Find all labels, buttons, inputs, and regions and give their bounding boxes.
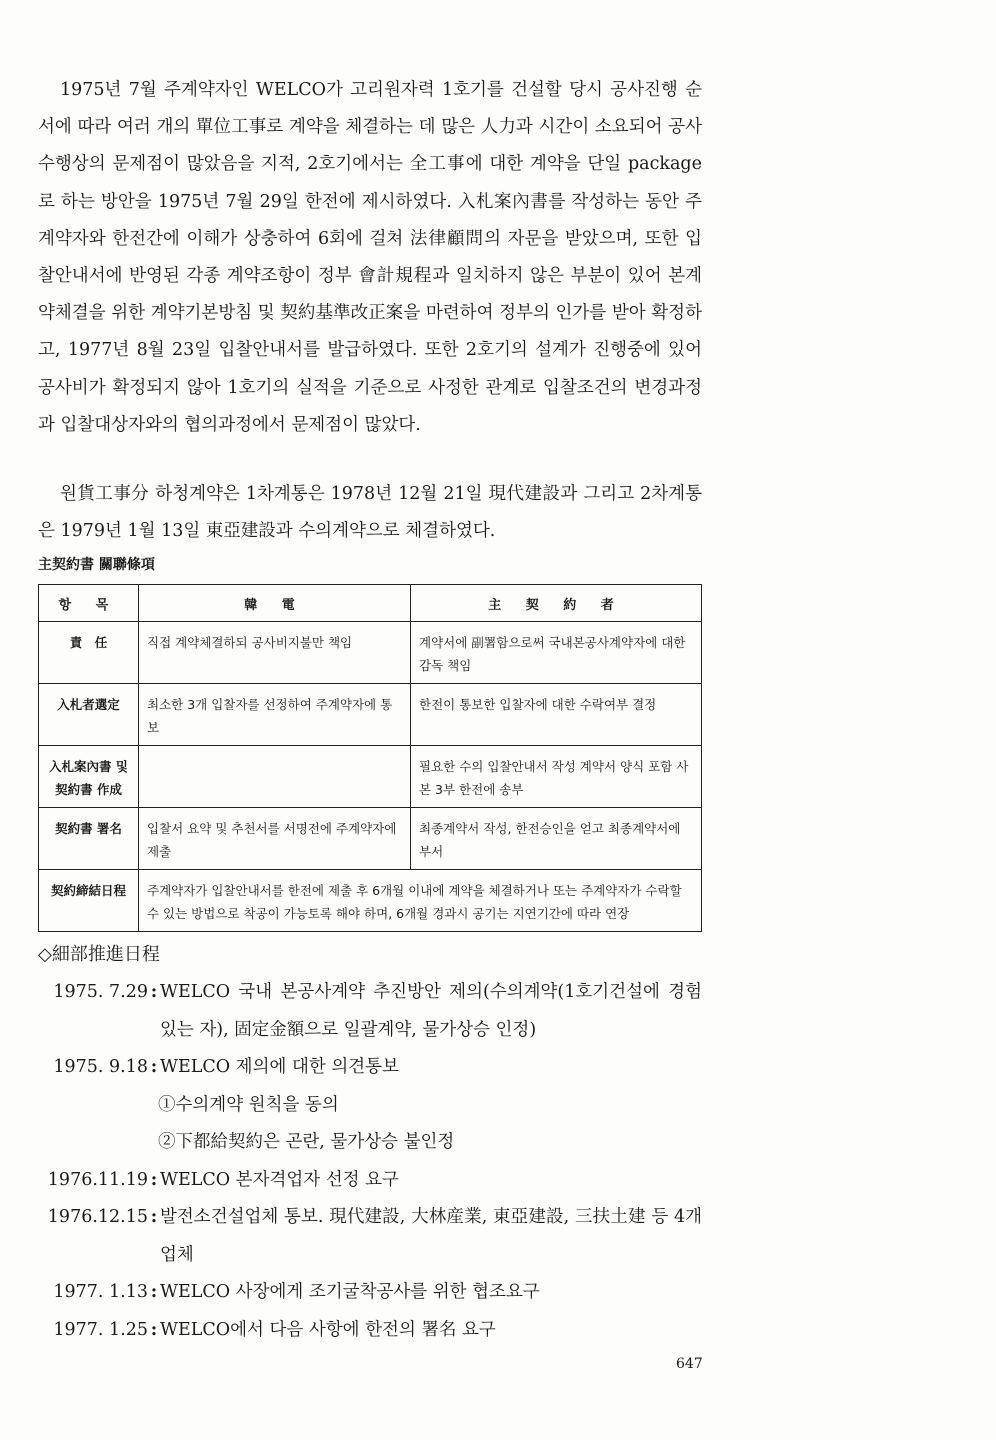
contractor-cell: 최종계약서 작성, 한전승인을 얻고 최종계약서에 부서 xyxy=(411,808,702,870)
schedule-item xyxy=(38,1162,702,1200)
schedule-subitem: ②下都給契約은 곤란, 물가상승 불인정 xyxy=(158,1132,455,1152)
colon: : xyxy=(150,982,158,1002)
schedule-text: WELCO 국내 본공사계약 추진방안 제의(수의계약(1호기건설에 경험있는 자), 固定金額으로 일괄계약, 물가상승 인정) xyxy=(160,982,702,1040)
row-label: 責 任 xyxy=(39,622,139,684)
schedule-list xyxy=(38,974,702,1349)
contractor-cell: 필요한 수의 입찰안내서 작성 계약서 양식 포함 사본 3부 한전에 송부 xyxy=(411,746,702,808)
schedule-text: WELCO 사장에게 조기굴착공사를 위한 협조요구 xyxy=(160,1282,540,1302)
schedule-date: 1977. 1.25 xyxy=(53,1319,148,1340)
row-label: 入札者選定 xyxy=(39,684,139,746)
schedule-text: WELCO에서 다음 사항에 한전의 署名 요구 xyxy=(160,1319,496,1340)
row-label: 契約締結日程 xyxy=(39,870,139,932)
table-row xyxy=(39,622,702,684)
table-header-row xyxy=(39,585,702,622)
schedule-date: 1976.12.15 xyxy=(47,1207,148,1227)
paragraph-text: 1975년 7월 주계약자인 WELCO가 고리원자력 1호기를 건설할 당시 공사진행 순서에 따라 여러 개의 單位工事로 계약을 체결하는 데 많은 人力과 시간이 소요되어 공사수행상의 문제점이 많았음을 지적, 2호기에서는 全工事에 대한 계약을 단일 package로 하는 방안을 1975년 7월 29일 한전에 제시하였다. 入札案內書를 작성하는 동안 주계약자와 한전간에 이해가 상충하여 6회에 걸쳐 法律顧問의 자문을 받았으며, 또한 입찰안내서에 반영된 각종 계약조항이 정부 會計規程과 일치하지 않은 부분이 있어 본계약체결을 위한 계약기본방침 및 契約基準改正案을 마련하여 정부의 인가를 받아 확정하고, 1977년 8월 23일 입찰안내서를 발급하였다. 또한 2호기의 설계가 진행중에 있어 공사비가 확정되지 않아 1호기의 실적을 기준으로 사정한 관계로 입찰조건의 변경과정과 입찰대상자와의 협의과정에서 문제점이 많았다. xyxy=(38,80,702,435)
schedule-text: WELCO 제의에 대한 의견통보 xyxy=(160,1057,399,1077)
column-header-item: 항 목 xyxy=(39,585,139,622)
kepco-cell: 최소한 3개 입찰자를 선정하여 주계약자에 통보 xyxy=(139,684,411,746)
kepco-cell: 입찰서 요약 및 추천서를 서명전에 주계약자에 제출 xyxy=(139,808,411,870)
kepco-cell: 직접 계약체결하되 공사비지불만 책임 xyxy=(139,622,411,684)
schedule-item xyxy=(38,1199,702,1274)
schedule-date: 1977. 1.13 xyxy=(53,1282,148,1302)
contractor-cell: 계약서에 副署함으로써 국내본공사계약자에 대한 감독 책임 xyxy=(411,622,702,684)
page-number: 647 xyxy=(676,1356,703,1372)
body-paragraph-1 xyxy=(38,72,702,444)
schedule-date: 1975. 7.29 xyxy=(53,982,148,1002)
section-heading: ◇細部推進日程 xyxy=(38,944,160,965)
schedule-item xyxy=(38,1312,702,1350)
schedule-subitem: ①수의계약 원칙을 동의 xyxy=(158,1094,339,1115)
schedule-text: 발전소건설업체 통보. 現代建設, 大林産業, 東亞建設, 三扶土建 등 4개업체 xyxy=(160,1207,702,1265)
column-header-kepco: 韓 電 xyxy=(139,585,411,622)
schedule-item xyxy=(38,1049,702,1087)
contractor-cell: 한전이 통보한 입찰자에 대한 수락여부 결정 xyxy=(411,684,702,746)
contract-clauses-table xyxy=(38,584,702,932)
colon: : xyxy=(150,1282,158,1302)
table-row xyxy=(39,808,702,870)
table-row xyxy=(39,684,702,746)
table-row xyxy=(39,870,702,932)
table-caption: 主契約書 關聯條項 xyxy=(38,557,155,573)
schedule-cell: 주계약자가 입찰안내서를 한전에 제출 후 6개월 이내에 계약을 체결하거나 또는 주계약자가 수락할 수 있는 방법으로 착공이 가능토록 해야 하며, 6개월 경과시 공기는 지연기간에 따라 연장 xyxy=(139,870,702,932)
column-header-contractor: 主 契 約 者 xyxy=(411,585,702,622)
schedule-date: 1975. 9.18 xyxy=(53,1057,148,1077)
colon: : xyxy=(150,1057,158,1077)
colon: : xyxy=(150,1319,158,1340)
row-label: 入札案內書 및 契約書 作成 xyxy=(39,746,139,808)
schedule-item xyxy=(38,974,702,1049)
schedule-item xyxy=(38,1274,702,1312)
schedule-date: 1976.11.19 xyxy=(47,1169,148,1190)
table-row xyxy=(39,746,702,808)
body-paragraph-2 xyxy=(38,476,702,550)
row-label: 契約書 署名 xyxy=(39,808,139,870)
schedule-text: WELCO 본자격업자 선정 요구 xyxy=(160,1169,399,1190)
kepco-cell xyxy=(139,746,411,808)
colon: : xyxy=(150,1169,158,1190)
colon: : xyxy=(150,1207,158,1227)
paragraph-text: 원貨工事分 하청계약은 1차계통은 1978년 12월 21일 現代建設과 그리고 2차계통은 1979년 1월 13일 東亞建設과 수의계약으로 체결하였다. xyxy=(38,484,702,542)
